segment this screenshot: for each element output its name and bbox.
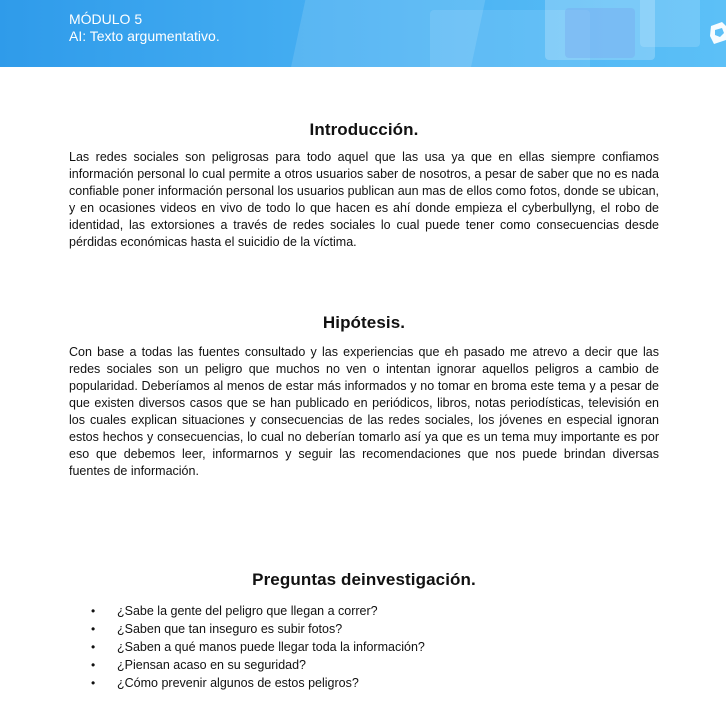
question-item <box>91 674 425 692</box>
question-text: ¿Saben que tan inseguro es subir fotos? <box>117 622 343 636</box>
bullet-icon: • <box>91 622 96 636</box>
section-title-introduccion: Introducción. <box>309 120 419 139</box>
header-text <box>69 11 220 45</box>
questions-list <box>91 602 425 692</box>
header-banner <box>0 0 726 67</box>
question-item <box>91 638 425 656</box>
bullet-icon: • <box>91 604 96 618</box>
bullet-icon: • <box>91 640 96 654</box>
question-text: ¿Saben a qué manos puede llegar toda la información? <box>117 640 425 654</box>
module-label: MÓDULO 5 <box>69 11 143 27</box>
question-item <box>91 656 425 674</box>
paragraph-hipotesis: Con base a todas las fuentes consultado y las experiencias que eh pasado me atrevo a decir que las redes sociales son un peligro que muchos no ven o intentan ignorar aquellos peligros a cambio de popularidad. Deberíamos al menos de estar más informados y no tomar en broma este tema y a pesar de que existen diversos casos que se han publicado en periódicos, libros, notas periodísticas, televisión en los cuales explican situaciones y consecuencias de las redes sociales, los jóvenes en especial ignoran estos hechos y consecuencias, lo cual no deberían tomarlo así ya que es un tema muy importante es por eso que debemos leer, informarnos y seguir las recomendaciones que nos puede brindan diversas fuentes de información. <box>69 345 659 478</box>
header-decoration <box>565 8 635 58</box>
document-body <box>69 118 659 690</box>
question-text: ¿Piensan acaso en su seguridad? <box>117 658 307 672</box>
question-text: ¿Cómo prevenir algunos de estos peligros? <box>117 676 359 690</box>
section-title-hipotesis: Hipótesis. <box>322 313 406 332</box>
header-decoration <box>640 0 700 47</box>
question-text: ¿Sabe la gente del peligro que llegan a correr? <box>117 604 378 618</box>
bullet-icon: • <box>91 658 96 672</box>
section-title-preguntas: Preguntas deinvestigación. <box>252 570 476 589</box>
brand-logo-icon <box>708 20 726 46</box>
question-item <box>91 620 425 638</box>
bullet-icon: • <box>91 676 96 690</box>
module-subtitle: AI: Texto argumentativo. <box>69 28 220 44</box>
question-item <box>91 602 425 620</box>
paragraph-introduccion: Las redes sociales son peligrosas para todo aquel que las usa ya que en ellas siempre confiamos información personal lo cual permite a otros usuarios saber de nosotros, a pesar de saber que no es nada confiable poner información personal los usuarios publican aun mas de ellos como fotos, donde se ubican, y en ocasiones videos en vivo de todo lo que hacen es ahí donde empieza el cyberbullyng, el robo de identidad, las extorsiones a través de redes sociales lo cual puede tener como consecuencias desde pérdidas económicas hasta el suicidio de la víctima. <box>69 150 659 249</box>
